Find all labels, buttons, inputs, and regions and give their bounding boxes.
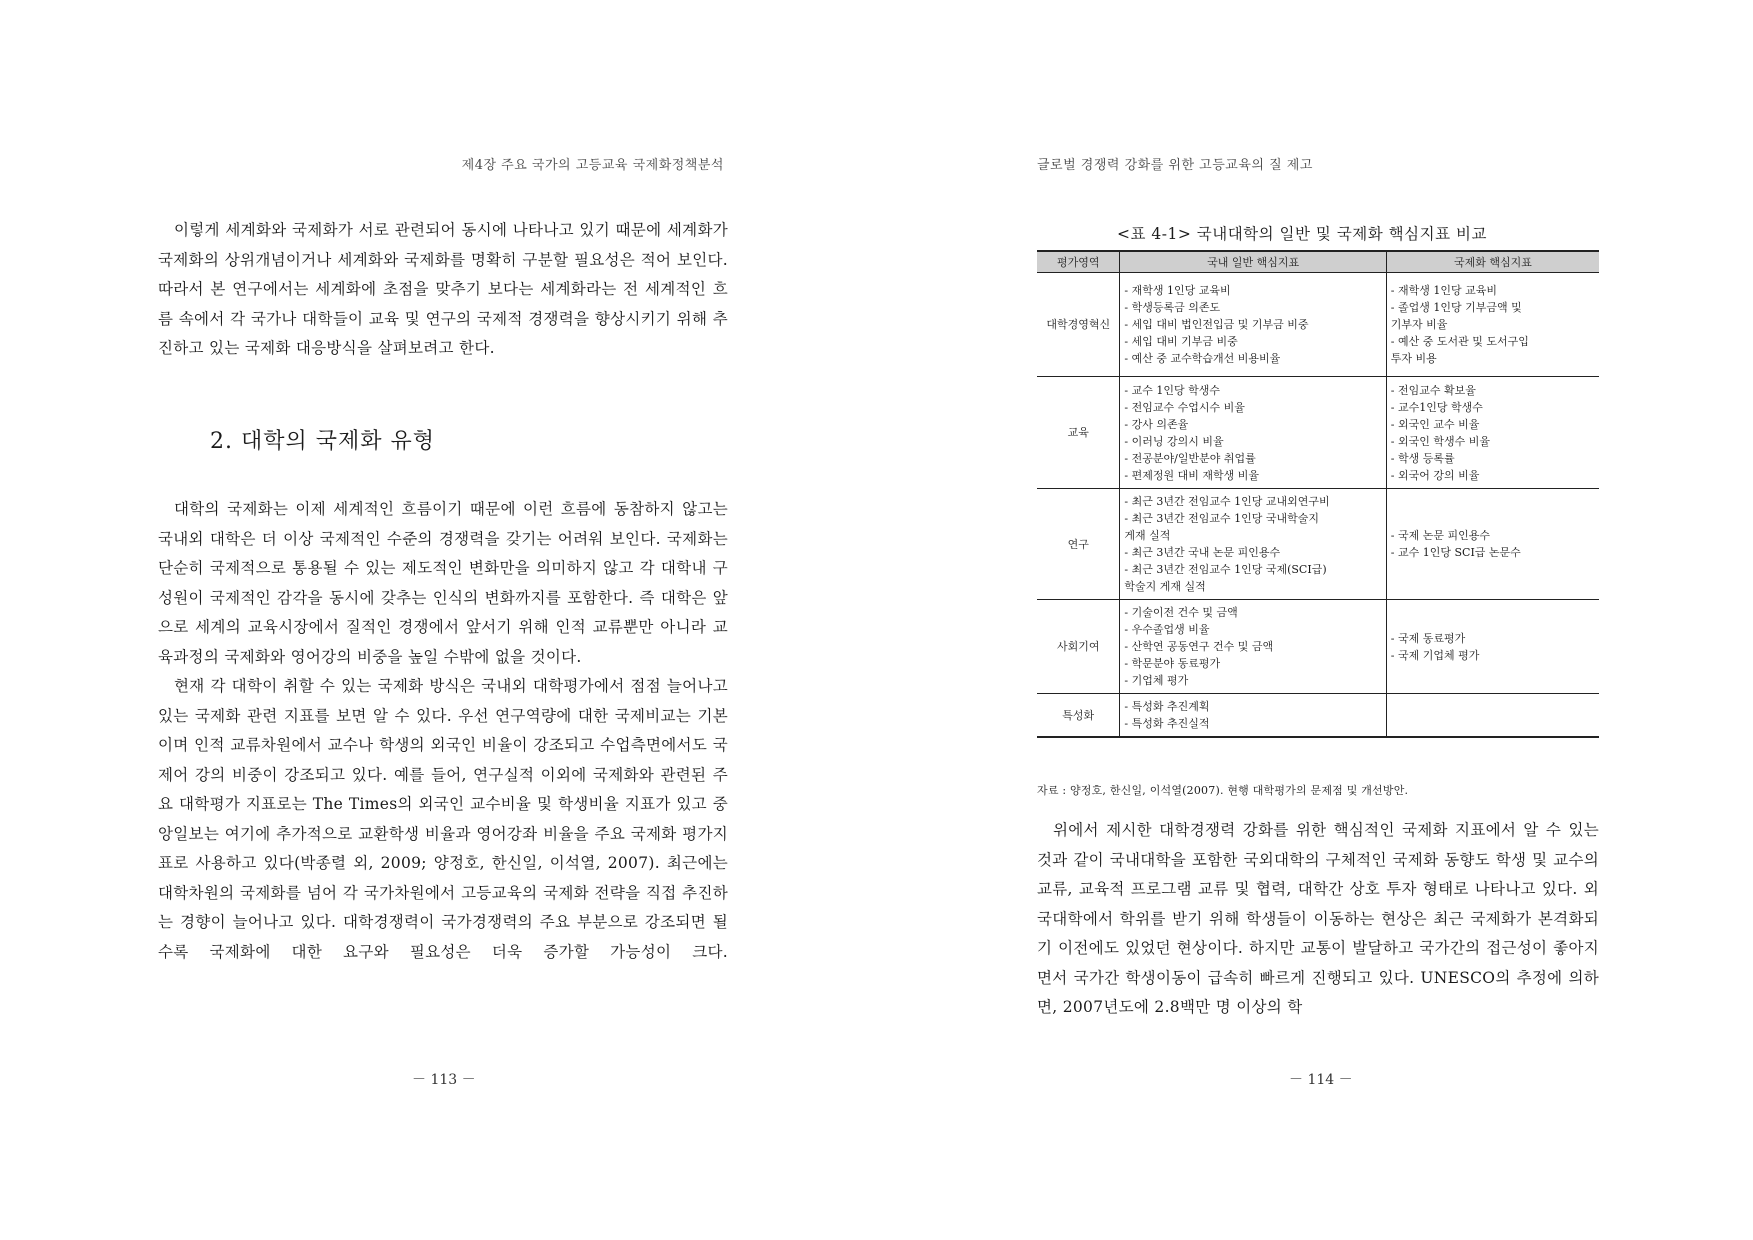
indicator-item: - 전임교수 확보율 [1390,383,1476,397]
indicator-item: - 외국어 강의 비율 [1390,468,1480,482]
indicator-item: - 특성화 추진계획 [1124,700,1210,713]
indicator-item: - 편제정원 대비 재학생 비율 [1124,468,1259,482]
indicator-item: 학술지 게재 실적 [1124,580,1206,593]
indicator-item: - 예산 중 교수학습개선 비용비율 [1124,352,1281,365]
cell-area: 사회기여 [1037,600,1120,694]
indicator-item: 기부자 비율 [1390,318,1448,331]
cell-general [1120,489,1386,600]
indicator-list [1391,630,1595,664]
indicator-item: - 세입 대비 기부금 비중 [1124,335,1238,348]
page-number-left: － 113 － [412,1072,476,1088]
cell-intl [1386,489,1599,600]
table-caption: <표 4-1> 국내대학의 일반 및 국제화 핵심지표 비교 [1117,225,1487,243]
indicator-list [1124,382,1381,484]
indicator-item: 투자 비용 [1390,352,1437,365]
indicator-list [1391,527,1595,561]
indicator-item: - 최근 3년간 전임교수 1인당 교내외연구비 [1124,495,1330,508]
indicator-item: - 재학생 1인당 교육비 [1390,284,1498,297]
table-row [1037,377,1599,489]
indicator-item: - 특성화 추진실적 [1124,717,1210,730]
table-header-row [1037,251,1599,273]
indicator-item: - 국제 논문 피인용수 [1390,529,1491,542]
paragraph-right-text: 위에서 제시한 대학경쟁력 강화를 위한 핵심적인 국제화 지표에서 알 수 있는 것과 같이 국내대학을 포함한 국외대학의 구체적인 국제화 동향도 학생 및 교수의 교류, 교육적 프로그램 교류 및 협력, 대학간 상호 투자 형태로 나타나고 있다. 외국대학에서 학위를 받기 위해 학생들이 이동하는 현상은 최근 국제화가 본격화되기 이전에도 있었던 현상이다. 하지만 교통이 발달하고 국가간의 접근성이 좋아지면서 국가간 학생이동이 급속히 빠르게 진행되고 있다. UNESCO의 추정에 의하면, 2007년도에 2.8백만 명 이상의 학 [1037,821,1599,1016]
indicator-item: - 세입 대비 법인전입금 및 기부금 비중 [1124,318,1309,331]
indicator-list [1124,698,1381,732]
paragraph-intro [158,216,728,364]
section-title: 2. 대학의 국제화 유형 [210,429,435,454]
cell-intl [1386,694,1599,738]
indicator-item: - 교수 1인당 학생수 [1124,383,1220,397]
cell-area: 특성화 [1037,694,1120,738]
table-body [1037,273,1599,738]
paragraph-body [158,495,728,967]
indicator-item: - 외국인 학생수 비율 [1390,434,1491,448]
paragraph-body-text-2: 현재 각 대학이 취할 수 있는 국제화 방식은 국내외 대학평가에서 점점 늘어나고 있는 국제화 관련 지표를 보면 알 수 있다. 우선 연구역량에 대한 국제비교는 기본이며 인적 교류차원에서 교수나 학생의 외국인 비율이 강조되고 수업측면에서도 국제어 강의 비중이 강조되고 있다. 예를 들어, 연구실적 이외에 국제화와 관련된 주요 대학평가 지표로는 The Times의 외국인 교수비율 및 학생비율 지표가 있고 중앙일보는 여기에 추가적으로 교환학생 비율과 영어강좌 비율을 주요 국제화 평가지표로 사용하고 있다(박종렬 외, 2009; 양정호, 한신일, 이석열, 2007). 최근에는 대학차원의 국제화를 넘어 각 국가차원에서 고등교육의 국제화 전략을 직접 추진하는 경향이 늘어나고 있다. 대학경쟁력이 국가경쟁력의 주요 부분으로 강조되면 될수록 국제화에 대한 요구와 필요성은 더욱 증가할 가능성이 크다. [158,677,728,961]
right-page [877,0,1753,1240]
cell-area: 연구 [1037,489,1120,600]
indicator-item: - 최근 3년간 전임교수 1인당 국제(SCI급) [1124,563,1327,576]
table-row [1037,489,1599,600]
indicator-table [1037,250,1599,738]
cell-general [1120,694,1386,738]
running-head-right: 글로벌 경쟁력 강화를 위한 고등교육의 질 제고 [1037,158,1313,173]
cell-area: 대학경영혁신 [1037,273,1120,377]
cell-intl [1386,273,1599,377]
indicator-item: - 예산 중 도서관 및 도서구입 [1390,335,1529,348]
indicator-item: - 최근 3년간 국내 논문 피인용수 [1124,546,1281,559]
header-area: 평가영역 [1037,251,1120,273]
cell-general [1120,273,1386,377]
indicator-item: - 국제 기업체 평가 [1390,648,1480,662]
cell-general [1120,600,1386,694]
indicator-item: - 전공분야/일반분야 취업률 [1124,451,1256,465]
table-row [1037,600,1599,694]
indicator-item: - 전임교수 수업시수 비율 [1124,400,1245,414]
indicator-item: - 기술이전 건수 및 금액 [1124,606,1238,619]
paragraph-intro-text: 이렇게 세계화와 국제화가 서로 관련되어 동시에 나타나고 있기 때문에 세계화가 국제화의 상위개념이거나 세계화와 국제화를 명확히 구분할 필요성은 적어 보인다. 따라서 본 연구에서는 세계화에 초점을 맞추기 보다는 세계화라는 전 세계적인 흐름 속에서 각 국가나 대학들이 교육 및 연구의 국제적 경쟁력을 향상시키기 위해 추진하고 있는 국제화 대응방식을 살펴보려고 한다. [158,221,728,357]
indicator-item: - 외국인 교수 비율 [1390,417,1480,431]
source-note: 자료 : 양정호, 한신일, 이석열(2007). 현행 대학평가의 문제점 및 개선방안. [1037,784,1409,797]
indicator-list [1391,382,1595,484]
indicator-item: 게재 실적 [1124,529,1171,542]
indicator-item: - 기업체 평가 [1124,674,1189,687]
cell-area: 교육 [1037,377,1120,489]
paragraph-body-text-1: 대학의 국제화는 이제 세계적인 흐름이기 때문에 이런 흐름에 동참하지 않고는 국내외 대학은 더 이상 국제적인 수준의 경쟁력을 갖기는 어려워 보인다. 국제화는 단순히 국제적으로 통용될 수 있는 제도적인 변화만을 의미하지 않고 각 대학내 구성원이 국제적인 감각을 동시에 갖추는 인식의 변화까지를 포함한다. 즉 대학은 앞으로 세계의 교육시장에서 질적인 경쟁에서 앞서기 위해 인적 교류뿐만 아니라 교육과정의 국제화와 영어강의 비중을 높일 수밖에 없을 것이다. [158,500,728,666]
indicator-item: - 교수1인당 학생수 [1390,400,1483,414]
indicator-list [1124,282,1381,367]
indicator-item: - 강사 의존율 [1124,417,1189,431]
indicator-item: - 학생등록금 의존도 [1124,301,1221,314]
indicator-item: - 교수 1인당 SCI급 논문수 [1390,546,1521,559]
page-number-right: － 114 － [1289,1072,1353,1088]
indicator-item: - 학생 등록률 [1390,451,1455,465]
indicator-item: - 학문분야 동료평가 [1124,657,1221,670]
cell-intl [1386,600,1599,694]
indicator-list [1391,282,1595,367]
indicator-item: - 산학연 공동연구 건수 및 금액 [1124,640,1274,653]
running-head-left: 제4장 주요 국가의 고등교육 국제화정책분석 [461,158,724,173]
cell-general [1120,377,1386,489]
header-intl: 국제화 핵심지표 [1386,251,1599,273]
header-general: 국내 일반 핵심지표 [1120,251,1386,273]
table-row [1037,273,1599,377]
cell-intl [1386,377,1599,489]
left-page [0,0,876,1240]
indicator-item: - 우수졸업생 비율 [1124,623,1210,636]
indicator-item: - 이러닝 강의시 비율 [1124,434,1224,448]
indicator-item: - 재학생 1인당 교육비 [1124,284,1231,297]
indicator-item: - 졸업생 1인당 기부금액 및 [1390,301,1522,314]
indicator-list [1124,604,1381,689]
table-row [1037,694,1599,738]
indicator-item: - 최근 3년간 전임교수 1인당 국내학술지 [1124,512,1319,525]
indicator-item: - 국제 동료평가 [1390,631,1466,645]
indicator-list [1124,493,1381,595]
paragraph-right [1037,816,1599,1023]
